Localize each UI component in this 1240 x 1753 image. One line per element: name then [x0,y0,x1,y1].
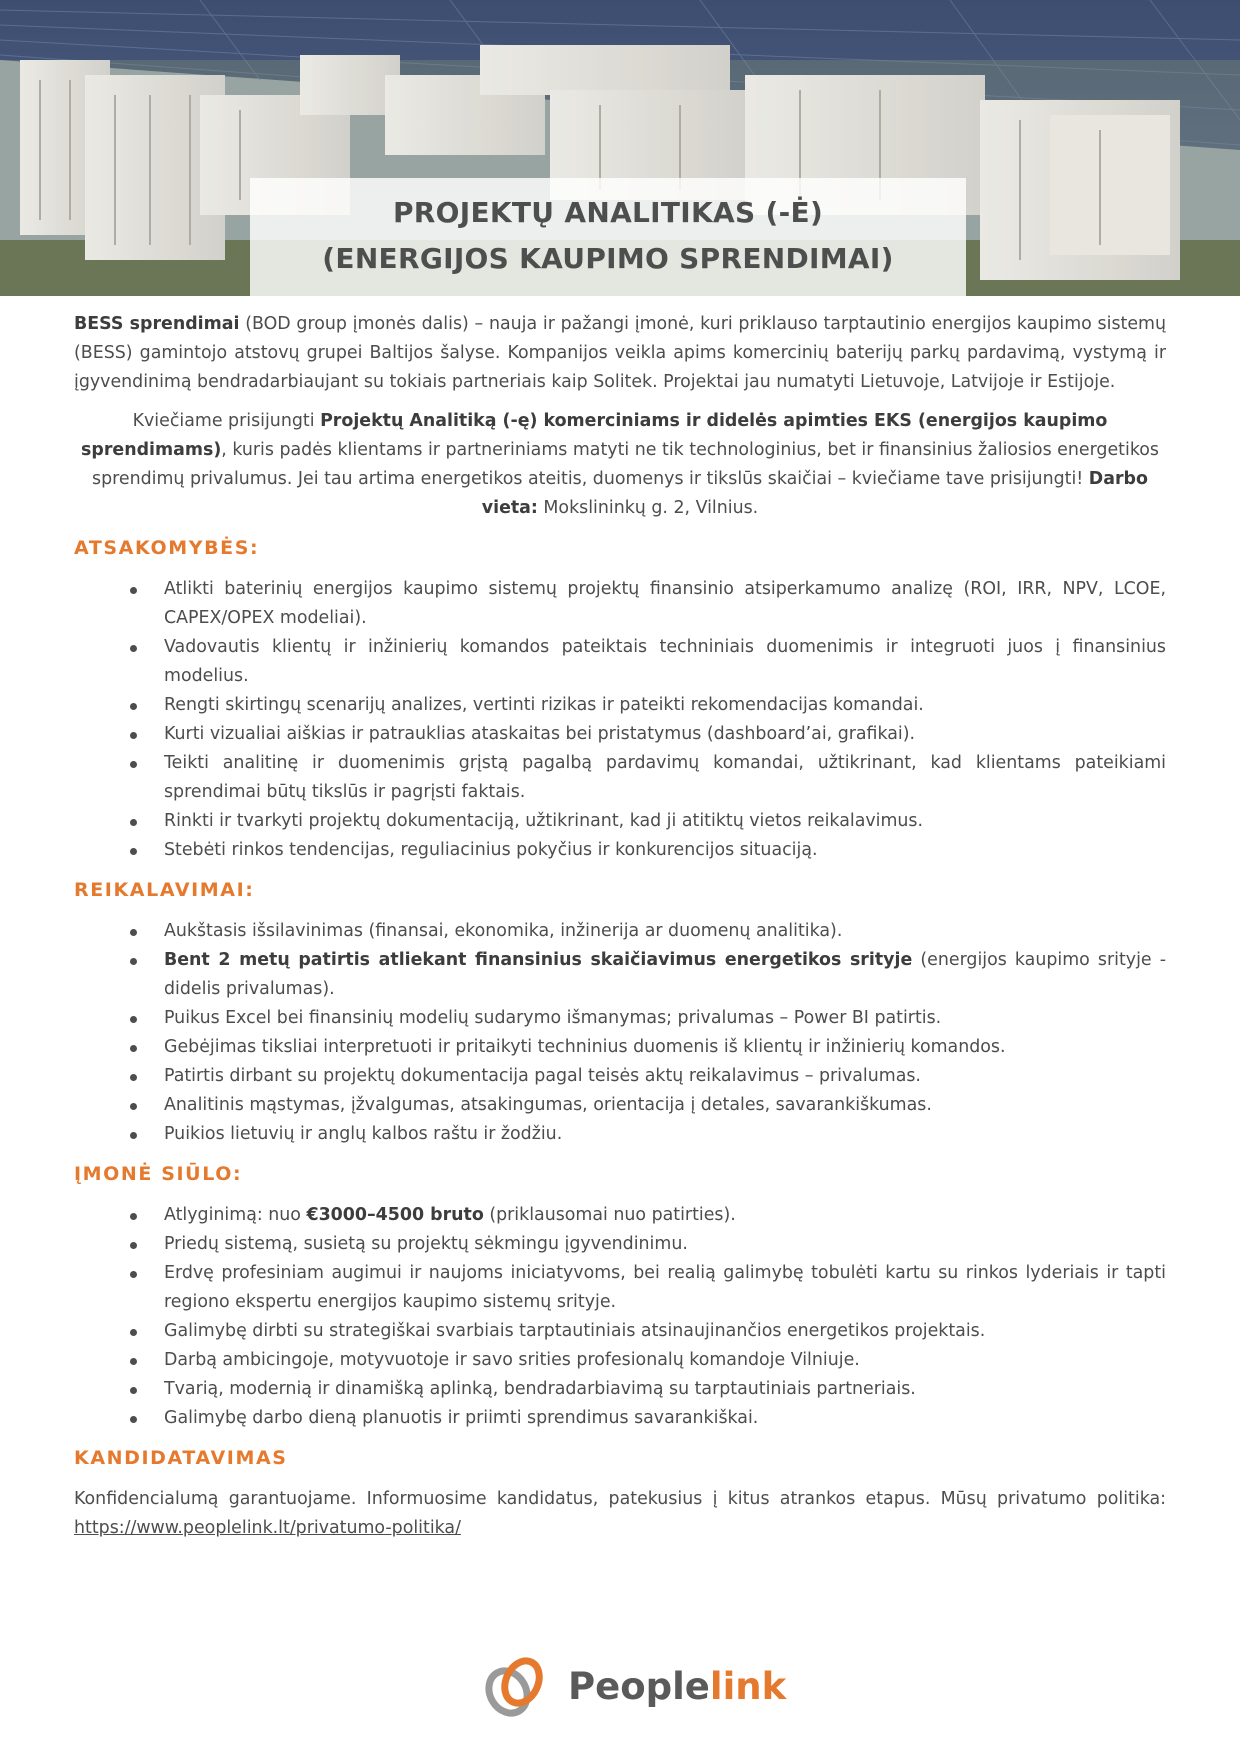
list-item: Vadovautis klientų ir inžinierių komandos pateiktais techniniais duomenimis ir integruoti juos į finansinius modelius. [164,633,1166,691]
list-item: Puikus Excel bei finansinių modelių sudarymo išmanymas; privalumas – Power BI patirtis. [164,1004,1166,1033]
list-item: Galimybę darbo dieną planuotis ir priimti sprendimus savarankiškai. [164,1404,1166,1433]
list-item: Aukštasis išsilavinimas (finansai, ekonomika, inžinerija ar duomenų analitika). [164,917,1166,946]
list-item: Kurti vizualiai aiškias ir patrauklias ataskaitas bei pristatymus (dashboard’ai, grafikai). [164,720,1166,749]
list-item: Stebėti rinkos tendencijas, reguliacinius pokyčius ir konkurencijos situaciją. [164,836,1166,865]
privacy-policy-link[interactable]: https://www.peoplelink.lt/privatumo-politika/ [74,1518,461,1538]
job-description [74,310,1166,1543]
list-item: Erdvę profesiniam augimui ir naujoms iniciatyvoms, bei realią galimybę tobulėti kartu su rinkos lyderiais ir tapti regiono ekspertu energijos kaupimo sistemų srityje. [164,1259,1166,1317]
experience-note: (energijos kaupimo srityje - didelis privalumas). [164,950,1166,999]
application-paragraph [74,1485,1166,1543]
list-item: Darbą ambicingoje, motyvuotoje ir savo srities profesionalų komandoje Vilniuje. [164,1346,1166,1375]
peoplelink-mark-icon [478,1654,558,1720]
list-item: Rinkti ir tvarkyti projektų dokumentaciją, užtikrinant, kad ji atitiktų vietos reikalavimus. [164,807,1166,836]
hero-banner [0,0,1240,296]
list-item: Patirtis dirbant su projektų dokumentacija pagal teisės aktų reikalavimus – privalumas. [164,1062,1166,1091]
salary-range: €3000–4500 bruto [306,1205,484,1225]
invite-paragraph [74,407,1166,523]
list-item: Tvarią, modernią ir dinamišką aplinką, bendradarbiavimą su tarptautiniais partneriais. [164,1375,1166,1404]
list-item: Priedų sistemą, susietą su projektų sėkmingu įgyvendinimu. [164,1230,1166,1259]
list-item: Teikti analitinę ir duomenimis grįstą pagalbą pardavimų komandai, užtikrinant, kad klientams pateikiami sprendimai būtų tikslūs ir pagrįsti faktais. [164,749,1166,807]
experience-requirement: Bent 2 metų patirtis atliekant finansinius skaičiavimus energetikos srityje [164,950,913,970]
requirements-heading: REIKALAVIMAI: [74,879,255,901]
responsibilities-heading: ATSAKOMYBĖS: [74,537,260,559]
list-item: Analitinis mąstymas, įžvalgumas, atsakingumas, orientacija į detales, savarankiškumas. [164,1091,1166,1120]
list-item: Galimybę dirbti su strategiškai svarbiais tarptautiniais atsinaujinančios energetikos projektais. [164,1317,1166,1346]
invite-body: , kuris padės klientams ir partneriniams matyti ne tik technologinius, bet ir finansinius žaliosios energetikos sprendimų privalumus. Jei tau artima energetikos ateitis, duomenys ir tikslūs skaičiai – kviečiame tave prisijungti! [92,440,1159,489]
location-label: Darbo vieta: [481,469,1148,518]
list-item: Atlikti baterinių energijos kaupimo sistemų projektų finansinio atsiperkamumo analizę (ROI, IRR, NPV, LCOE, CAPEX/OPEX modeliai). [164,575,1166,633]
requirements-list [74,917,1166,1149]
job-title-box [250,178,966,296]
list-item: Gebėjimas tiksliai interpretuoti ir pritaikyti techninius duomenis iš klientų ir inžinierių komandos. [164,1033,1166,1062]
salary-note: (priklausomai nuo patirties). [483,1205,736,1225]
location-value: Mokslininkų g. 2, Vilnius. [537,498,759,518]
offer-heading: ĮMONĖ SIŪLO: [74,1163,243,1185]
offer-list [74,1201,1166,1433]
intro-text: (BOD group įmonės dalis) – nauja ir pažangi įmonė, kuri priklauso tarptautinio energijos kaupimo sistemų (BESS) gamintojo atstovų grupei Baltijos šalyse. Kompanijos veikla apims komercinių baterijų parkų pardavimą, vystymą ir įgyvendinimą bendradarbiaujant su tokiais partneriais kaip Solitek. Projektai jau numatyti Lietuvoje, Latvijoje ir Estijoje. [74,314,1166,392]
job-title-line-1: PROJEKTŲ ANALITIKAS (-Ė) [392,196,824,229]
invite-role: Projektų Analitiką (-ę) komerciniams ir didelės apimties EKS (energijos kaupimo sprendimams) [81,411,1108,460]
salary-lead: Atlyginimą: nuo [164,1205,307,1225]
peoplelink-logo [478,1654,787,1720]
application-heading: KANDIDATAVIMAS [74,1447,288,1469]
list-item: Puikios lietuvių ir anglų kalbos raštu ir žodžiu. [164,1120,1166,1149]
peoplelink-wordmark: Peoplelink [568,1665,787,1708]
list-item [164,946,1166,1004]
list-item: Rengti skirtingų scenarijų analizes, vertinti rizikas ir pateikti rekomendacijas komandai. [164,691,1166,720]
list-item [164,1201,1166,1230]
company-name: BESS sprendimai [74,314,240,334]
intro-paragraph [74,310,1166,397]
invite-lead: Kviečiame prisijungti [132,411,321,431]
job-title-line-2: (ENERGIJOS KAUPIMO SPRENDIMAI) [322,242,894,275]
application-text: Konfidencialumą garantuojame. Informuosime kandidatus, patekusius į kitus atrankos etapus. Mūsų privatumo politika: [74,1489,1166,1509]
responsibilities-list [74,575,1166,865]
